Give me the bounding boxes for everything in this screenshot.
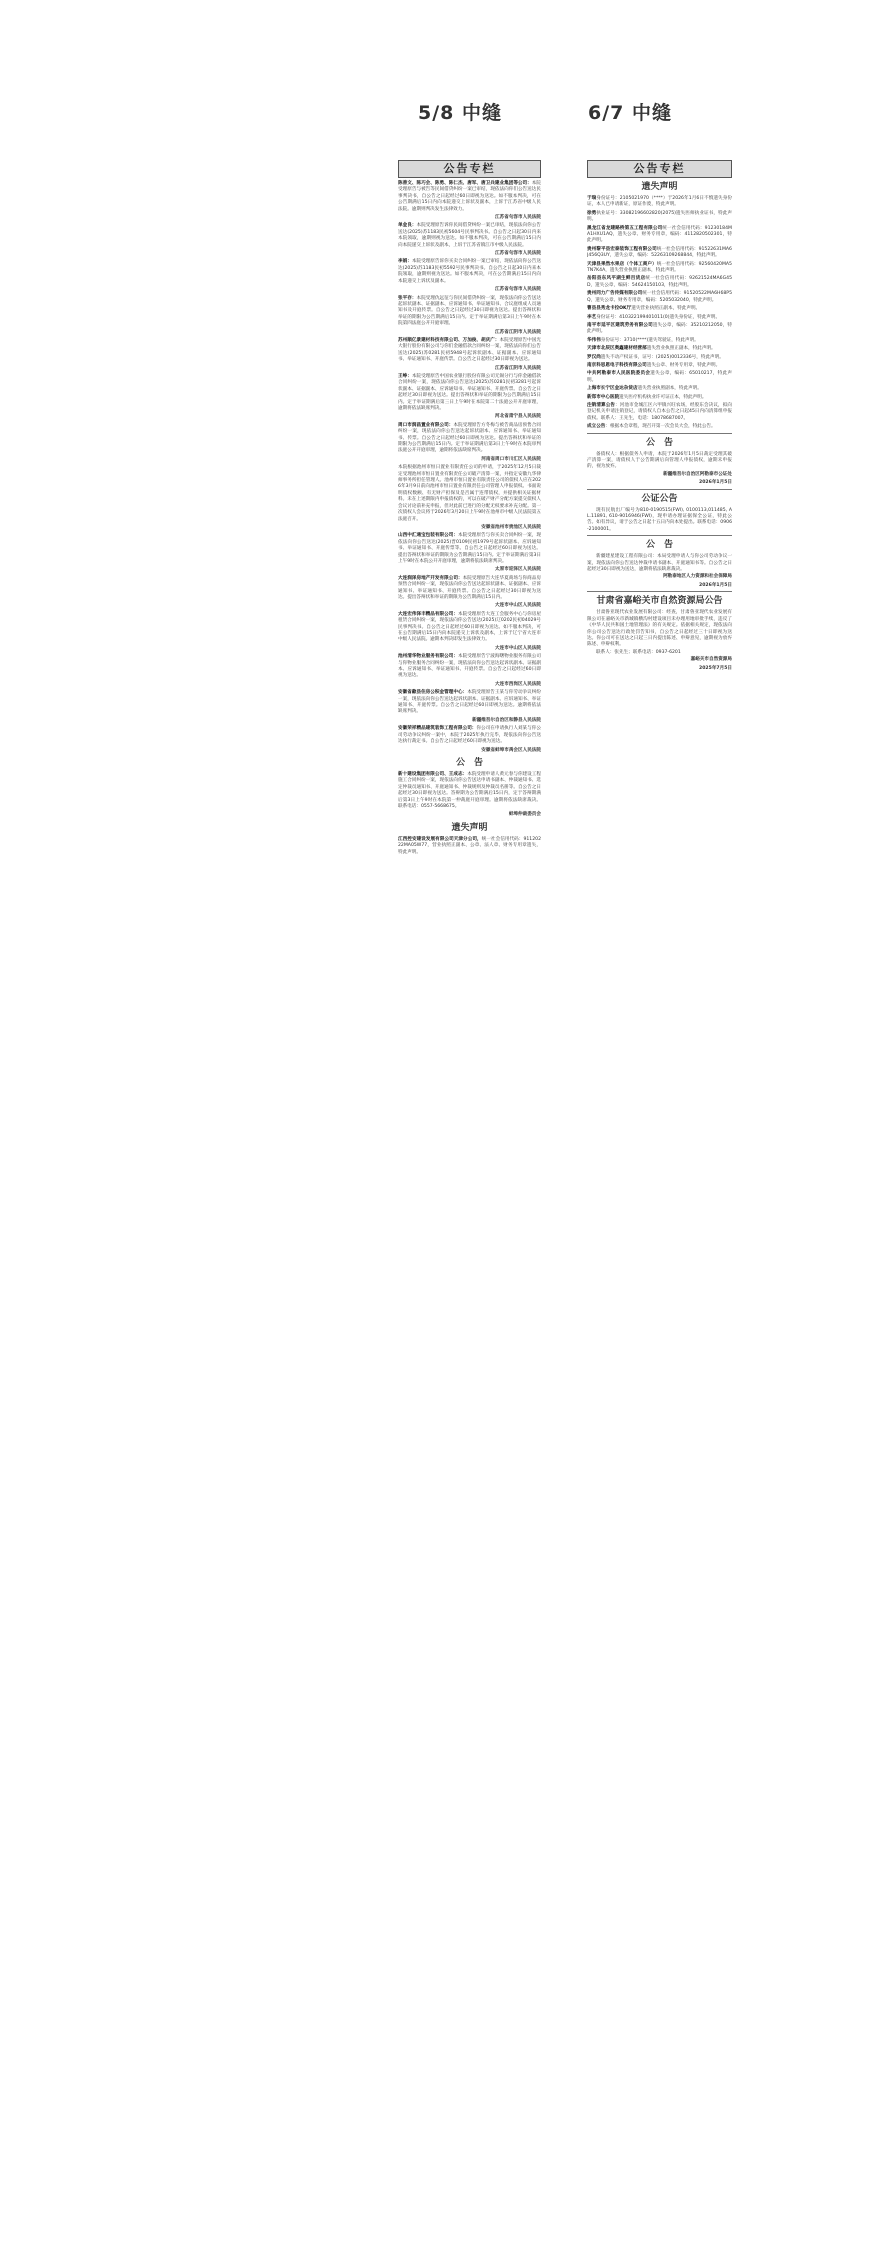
right-gonggao-signature: 新疆维吾尔自治区阿勒泰市公证处 xyxy=(663,471,732,477)
notice-addressee: 李艺 xyxy=(587,314,597,320)
right-notice-column xyxy=(587,160,732,2235)
notice-item xyxy=(587,196,732,209)
notice-item xyxy=(587,291,732,304)
notice-body: 本院受理原告与被告等民间借贷纠纷一案已审结，现依法向你们公告送达民事判决书，自公告之日起经过60日即视为送达。如不服本判决，可在公告期满后15日内向本院递交上诉状及副本，上诉于江苏省中级人民法院。逾期则判决发生法律效力。 xyxy=(398,181,541,212)
notice-body: 遗失营业执照副本，特此声明。 xyxy=(637,386,702,392)
notice-item xyxy=(587,424,732,430)
notice-body: 统一社会信用代码：91230184MA1HXU1AQ，遗失公章、财务专用章，编码：4112820502301，特此声明。 xyxy=(587,225,732,244)
notice-body: 身份证号：410322199401011(0)遗失身份证，特此声明。 xyxy=(596,314,721,320)
right-big-contact: 联系人：张先生；联系电话：0937-6201 xyxy=(596,649,681,655)
notice-addressee: 苏州顺亿景建材科技有限公司、万加俊、胡庆广： xyxy=(398,337,500,343)
notice-body: 你公司在申请执行人刘某与你公司劳动争议纠纷一案中，本院于2025年执行完毕，现依法向你公告送达执行裁定书。自公告之日起经过60日即视为送达。 xyxy=(398,726,541,745)
notice-item xyxy=(587,315,732,321)
divider xyxy=(587,433,732,434)
left-notice-column xyxy=(398,160,541,2240)
notice-body: 统一社会信用代码：92560420MA5TN7K4A，遗失营业执照正副本，特此声明。 xyxy=(587,261,732,274)
notice-item xyxy=(587,306,732,312)
notice-item xyxy=(398,726,541,745)
notice-body: 本院根据池州市恒日置业有限责任公司的申请，于2025年12月5日裁定受理池州市恒日置业有限责任公司破产清算一案，并指定安徽九华律师事务所担任管理人。池州市恒日置业有限责任公司的债权人应在2026年3月9日前向池州市恒日置业有限责任公司管理人申报债权。书面说明债权数额、有无财产担保及是否属于连带债权，并提供相关证据材料。未在上述期限内申报债权的，可以在破产财产分配方案提交债权人会议讨论前补充申报，但对此前已进行的分配无权要求补充分配。第一次债权人会议将于2026年3月20日上午9时在池州市中级人民法院第五法庭召开。 xyxy=(398,465,541,522)
notice-body: 本院受理原告诉你买卖合同纠纷一案已审结，现依法向你公告送达(2025)苏1183民初5592号民事判决书。自公告之日起30日内来本院领取，逾期则视为送达。如不服本判决，可在公告期满后15日内向本院递交上诉状及副本。 xyxy=(398,259,541,284)
right-big-date: 2025年7月5日 xyxy=(699,665,732,671)
right-big-signature: 嘉峪关市自然资源局 xyxy=(690,657,732,663)
divider xyxy=(587,489,732,490)
notice-signature: 大连市西岗区人民法院 xyxy=(495,681,541,687)
notice-item xyxy=(398,465,541,523)
notice-addressee: 张平存： xyxy=(398,295,417,301)
notice-body: 本院受理原告大连工会服务中心与你房屋租赁合同纠纷一案，现依法向你公告送达(2025)辽0202民初04029号民事判决书。自公告之日起经过60日即视为送达。如不服本判决，可在公告期满后15日内向本院递交上诉状及副本，上诉于辽宁省大连市中级人民法院。逾期本判决即发生法律效力。 xyxy=(398,611,541,643)
notice-addressee: 天津县果然水果店（个体工商户） xyxy=(587,261,657,267)
divider xyxy=(587,535,732,536)
right-big-body: 甘肃鲁亚现代农业发展有限公司：经查，甘肃鲁亚现代农业发展有限公司在嘉峪关市新城镇横沟村建设项目未办理用地审批手续，违反了《中华人民共和国土地管理法》的有关规定。依据相关规定，现依法向你公司公告送达行政处罚告知书，自公告之日起经过三十日即视为送达。你公司可在送达之日起三日内提出陈述、申辩意见，逾期视为放弃陈述、申辩权利。 xyxy=(587,610,732,648)
notice-addressee: 单金良： xyxy=(398,223,417,229)
right-gonggao-body: 备债权人：根据债务人申请，本院于2026年1月5日裁定受理其破产清算一案，请债权人于公告期满后向管理人申报债权，逾期未申报的，视为放弃。 xyxy=(587,451,732,470)
notice-addressee: 南平市延平区建筑劳务有限公司 xyxy=(587,322,653,328)
right-notary-body: 现有民航出厂编号为810-0190515(FWI), 0100113,011485, AL.11891, 610-9016946(FWI)，现申请办理证据保全公证，特此公告。如有异议，请于公告之日起十五日内向本处提出。联系电话：0906-2100001。 xyxy=(587,507,732,532)
notice-item xyxy=(398,338,541,364)
notice-body: 统一社会信用代码：92621524MA6G45D，遗失公章，编码：54624150103，特此声明。 xyxy=(587,276,732,288)
notice-item xyxy=(398,576,541,602)
notice-addressee: 贵州黎平县宏泰装饰工程有限公司 xyxy=(587,246,657,252)
left-notice-head-2: 遗失声明 xyxy=(451,822,488,833)
right-gonggao-date: 2026年1月5日 xyxy=(699,480,732,486)
notice-addressee: 大连宏伟泽丰精品有限公司： xyxy=(398,611,458,617)
notice-addressee: 王峥： xyxy=(398,373,412,379)
notice-body: 遗失医疗机构执业许可证正本，特此声明。 xyxy=(619,394,707,400)
notice-body: 遗失公章、财务专用章，特此声明。 xyxy=(646,362,721,368)
right-column-header: 公告专栏 xyxy=(587,160,732,178)
notice-addressee: 曹县县秀龙卡拉OK厅 xyxy=(587,306,632,312)
notice-signature: 江苏省江阴市人民法院 xyxy=(495,365,541,371)
notice-addressee: 江西控安建设发展有限公司天津分公司， xyxy=(398,836,482,842)
left-column-header: 公告专栏 xyxy=(398,160,541,178)
right-gonggao2-head: 公 告 xyxy=(645,540,673,551)
notice-addressee: 安徽荣祥精品建筑装饰工程有限公司： xyxy=(398,726,477,732)
notice-item xyxy=(587,211,732,224)
notice-body: 统一社会信用代码：91520522MA6H68P5Q，遗失公章、财务专用章，编码：5205032040，特此声明。 xyxy=(587,291,732,303)
notice-body: 身份证号：3710(****)遗失驾驶证，特此声明。 xyxy=(600,337,699,343)
notice-body: 本院受理原告诉你民间借贷纠纷一案已审结，现依法向你公告送达(2025)苏1183民初5604号民事判决书。自公告之日起30日内来本院领取，逾期则视为送达。如不服本判决，可在公告期满后15日内向本院递交上诉状及副本，上诉于江苏省镇江市中级人民法院。 xyxy=(398,223,541,248)
notice-addressee: 安徽省歙县住房公积金管理中心： xyxy=(398,690,468,696)
notice-body: 本院受理原告中国光大银行股份有限公司与你们金融借款合同纠纷一案，现依法向你们公告送达(2025)苏0281民初5948号起诉状副本、证据副本、应诉通知书、举证通知书、开庭传票。自公告之日起经过30日即视为送达。 xyxy=(398,337,541,363)
notice-addressee: 池州清华物业服务有限公司： xyxy=(398,654,458,660)
notice-addressee: 华伟伟 xyxy=(587,337,601,343)
notice-item xyxy=(398,296,541,328)
notice-item xyxy=(587,403,732,422)
notice-signature: 江苏省句容市人民法院 xyxy=(495,251,541,257)
notice-addressee: 罗汉尚 xyxy=(587,354,601,360)
notice-addressee: 黑龙江省龙建路桥第五工程有限公司 xyxy=(587,225,663,231)
notice-signature: 大连市中山区人民法院 xyxy=(495,603,541,609)
notice-addressee: 中共阿勒泰市人民医院委员会 xyxy=(587,371,651,377)
notice-item xyxy=(587,247,732,260)
notice-item xyxy=(398,423,541,455)
right-notice-list xyxy=(587,196,732,431)
notice-addressee: 岳阳县东风平湖生鲜百货店 xyxy=(587,276,646,282)
divider xyxy=(587,591,732,592)
left-notice-list-2 xyxy=(398,772,541,819)
notice-signature: 安徽省池州市贵池区人民法院 xyxy=(481,524,541,530)
right-gonggao-head: 公 告 xyxy=(645,437,673,448)
notice-body: 本院受理原告与你买卖合同纠纷一案，现依法向你公告送达(2025)晋0109民初1979号起诉状副本、应诉通知书、举证通知书、开庭传票等。自公告之日起经过60日即视为送达。提出答辩状和举证的期限为公告期满后15日内。定于举证期满后第3日上午9时在本院公开开庭审理，逾期将依法缺席判决。 xyxy=(398,533,541,564)
notice-item xyxy=(398,533,541,565)
notice-item xyxy=(587,386,732,392)
notice-body: 本院受理原告方冬梅与被告商品房预售合同纠纷一案，现依法向你公告送达起诉状副本、应诉通知书、举证通知书、传票。自公告之日起经过60日即视为送达。提出答辩状和举证的期限为公告期满后15日内。定于举证期满后第3日上午9时在本院审判法庭公开开庭审理，逾期将依法缺席判决。 xyxy=(398,422,541,454)
notice-signature: 江苏省句容市人民法院 xyxy=(495,287,541,293)
notice-body: 身份证号：2105021970（****）于2026年1月6日不慎遗失身份证，本人已申请新证，原证作废，特此声明。 xyxy=(587,196,732,208)
right-gonggao2-body: 新疆建星建设工程有限公司：本局受理申请人与你公司劳动争议一案，现依法向你公告送达仲裁申请书副本、开庭通知书等。自公告之日起经过30日即视为送达，逾期将依法缺席裁决。 xyxy=(587,554,732,573)
notice-item xyxy=(587,346,732,352)
notice-body: 遗失公章，编码：65010217，特此声明。 xyxy=(587,371,732,383)
notice-addressee: 上海市长宁区金达杂货店 xyxy=(587,386,638,392)
notice-addressee: 贵州同力广告传媒有限公司 xyxy=(587,291,643,297)
notice-item xyxy=(398,223,541,249)
notice-addressee: 陈善文、陈巧会、陈勇、陈仁杰、唐军、唐卫兵建业集团等公司： xyxy=(398,181,532,186)
notice-item xyxy=(398,837,541,856)
notice-signature: 河北省肃宁县人民法院 xyxy=(495,414,541,420)
notice-item xyxy=(398,181,541,213)
right-big-head: 甘肃省嘉峪关市自然资源局公告 xyxy=(596,596,723,607)
notice-body: 本院受理原告王某与你劳动争议纠纷一案，现依法向你公告送达起诉状副本、证据副本、应诉通知书、举证通知书、开庭传票。自公告之日起经过60日即视为送达。逾期将依法缺席判决。 xyxy=(398,690,541,715)
notice-body: 本院受理申请人黄元春与你建设工程施工合同纠纷一案，现依法向你公告送达申请书副本、仲裁通知书、选定仲裁员通知书、开庭通知书、仲裁规则及仲裁员名册等。自公告之日起经过30日即视为送达。答辩期为公告期满后15日内，定于答辩期满后第3日上午9时在本院第一仲裁庭开庭审理。逾期将依法缺席裁决。联系电话：0557-5668675。 xyxy=(398,771,541,809)
notice-item xyxy=(398,612,541,644)
right-notary-head: 公证公告 xyxy=(641,493,678,504)
notice-body: 遗失不动产权证书，证号：(2025)0012336号，特此声明。 xyxy=(600,354,724,360)
notice-addressee: 山西中汇通宝包装有限公司： xyxy=(398,533,458,539)
notice-body: 本院受理原告中国农业银行股份有限公司无锡分行与你金融借款合同纠纷一案，现依法向你公告送达(2025)苏0281民初3281号起诉状副本、证据副本、应诉通知书、举证通知书、开庭传票。自公告之日起经过30日即视为送达。提出答辩状和举证的期限为公告期满后15日内。定于举证期满后第三日上午9时在本院第二十法庭公开开庭审理，逾期将依法缺席判决。 xyxy=(398,373,541,411)
notice-addressee: 天津市北辰区奥鑫建材经营部 xyxy=(587,346,647,352)
notice-body: 本院受理原告宁波海曙物业服务有限公司与你物业服务合同纠纷一案，现依法向你公告送达起诉状副本、证据副本、应诉通知书、举证通知书、开庭传票。自公告之日起经过60日即视为送达。 xyxy=(398,654,541,679)
notice-body: 本院受理原告大连华夏商场与你商品房预售合同纠纷一案，现依法向你公告送达起诉状副本、证据副本、应诉通知书、举证通知书、开庭传票。自公告之日起经过30日即视为送达。提出答辩状和举证的期限为公告期满后15日内。 xyxy=(398,575,541,600)
notice-addressee: 徐勇 xyxy=(587,210,597,216)
notice-body: 统一社会信用代码：91522631MA6J456Q3UY，遗失公章，编码：52263109268844，特此声明。 xyxy=(587,246,732,259)
notice-addressee: 周口市润昌置业有限公司： xyxy=(398,422,454,428)
left-notice-head-1: 公 告 xyxy=(455,757,483,768)
notice-signature: 大连市中山区人民法院 xyxy=(495,645,541,651)
notice-item xyxy=(398,772,541,810)
notice-body: 遗失公章，编码：35210212050，特此声明。 xyxy=(587,322,732,335)
notice-body: 本院受理仇远征与你民间借贷纠纷一案，现依法向你公告送达起诉状副本、证据副本、应诉通知书、举证通知书、合议庭组成人员通知书及开庭传票。自公告之日起经过30日即视为送达。提出答辩状和举证的期限为公告期满后15日内。定于举证期满后第3日上午9时在本院第四法庭公开开庭审理。 xyxy=(398,295,541,327)
left-notice-list xyxy=(398,181,541,754)
notice-addressee: 新十建设集团有限公司、王成志： xyxy=(398,771,468,777)
notice-signature: 太原市迎泽区人民法院 xyxy=(495,567,541,573)
notice-addressee: 大连润泽房地产开发有限公司： xyxy=(398,575,463,581)
left-notice-list-3 xyxy=(398,837,541,856)
notice-item xyxy=(587,276,732,289)
notice-signature: 蚌埠仲裁委员会 xyxy=(508,812,541,818)
notice-signature: 江苏省句容市人民法院 xyxy=(495,215,541,221)
right-gutter-title: 6/7 中缝 xyxy=(588,102,672,124)
notice-addressee: 李娟： xyxy=(398,259,412,265)
notice-item xyxy=(398,259,541,285)
notice-body: 执业证号：33082196602820(2075)遗失医师执业证书，特此声明。 xyxy=(587,210,732,223)
notice-item xyxy=(587,371,732,384)
notice-item xyxy=(398,374,541,412)
notice-signature: 河南省周口市川汇区人民法院 xyxy=(481,456,541,462)
notice-body: 遗失营业执照正副本，特此声明。 xyxy=(646,346,716,352)
notice-body: ：根据本会章程，现召开第一次会员大会，特此公告。 xyxy=(605,424,716,430)
left-gutter-title: 5/8 中缝 xyxy=(418,102,502,124)
right-gonggao2-date: 2026年1月5日 xyxy=(699,582,732,588)
notice-addressee: 注销清算公告 xyxy=(587,402,616,408)
notice-item xyxy=(587,262,732,275)
notice-body: ：河池市金城江区六甲镇兴旺农场，经股东会决议，拟向登记机关申请注销登记，请债权人自本公告之日起45日内向清算组申报债权。联系人：王先生，电话：18078687007。 xyxy=(587,402,732,421)
right-loss-head: 遗失声明 xyxy=(641,182,678,192)
notice-item xyxy=(587,355,732,361)
notice-signature: 新疆维吾尔自治区和静县人民法院 xyxy=(472,717,541,723)
notice-addressee: 新郑市中心医院 xyxy=(587,394,620,400)
notice-body: 遗失营业执照正副本，特此声明。 xyxy=(631,306,701,312)
notice-addressee: 成立公告 xyxy=(587,424,606,430)
notice-item xyxy=(587,323,732,336)
notice-signature: 江苏省江阴市人民法院 xyxy=(495,329,541,335)
right-gonggao2-signature: 阿勒泰地区人力资源和社会保障局 xyxy=(663,574,732,580)
notice-body: 统一社会信用代码：91120222MA05W77，营业执照正副本、公章、法人章、财务专用章遗失，特此声明。 xyxy=(398,836,541,855)
notice-signature: 安徽省蚌埠市禹会区人民法院 xyxy=(481,747,541,753)
notice-item xyxy=(587,395,732,401)
notice-item xyxy=(587,226,732,245)
notice-item xyxy=(587,338,732,344)
notice-item xyxy=(587,363,732,369)
notice-item xyxy=(398,690,541,716)
notice-addressee: 南京科思恩电子科技有限公司 xyxy=(587,362,647,368)
notice-item xyxy=(398,654,541,680)
notice-addressee: 于瑞 xyxy=(587,196,597,201)
